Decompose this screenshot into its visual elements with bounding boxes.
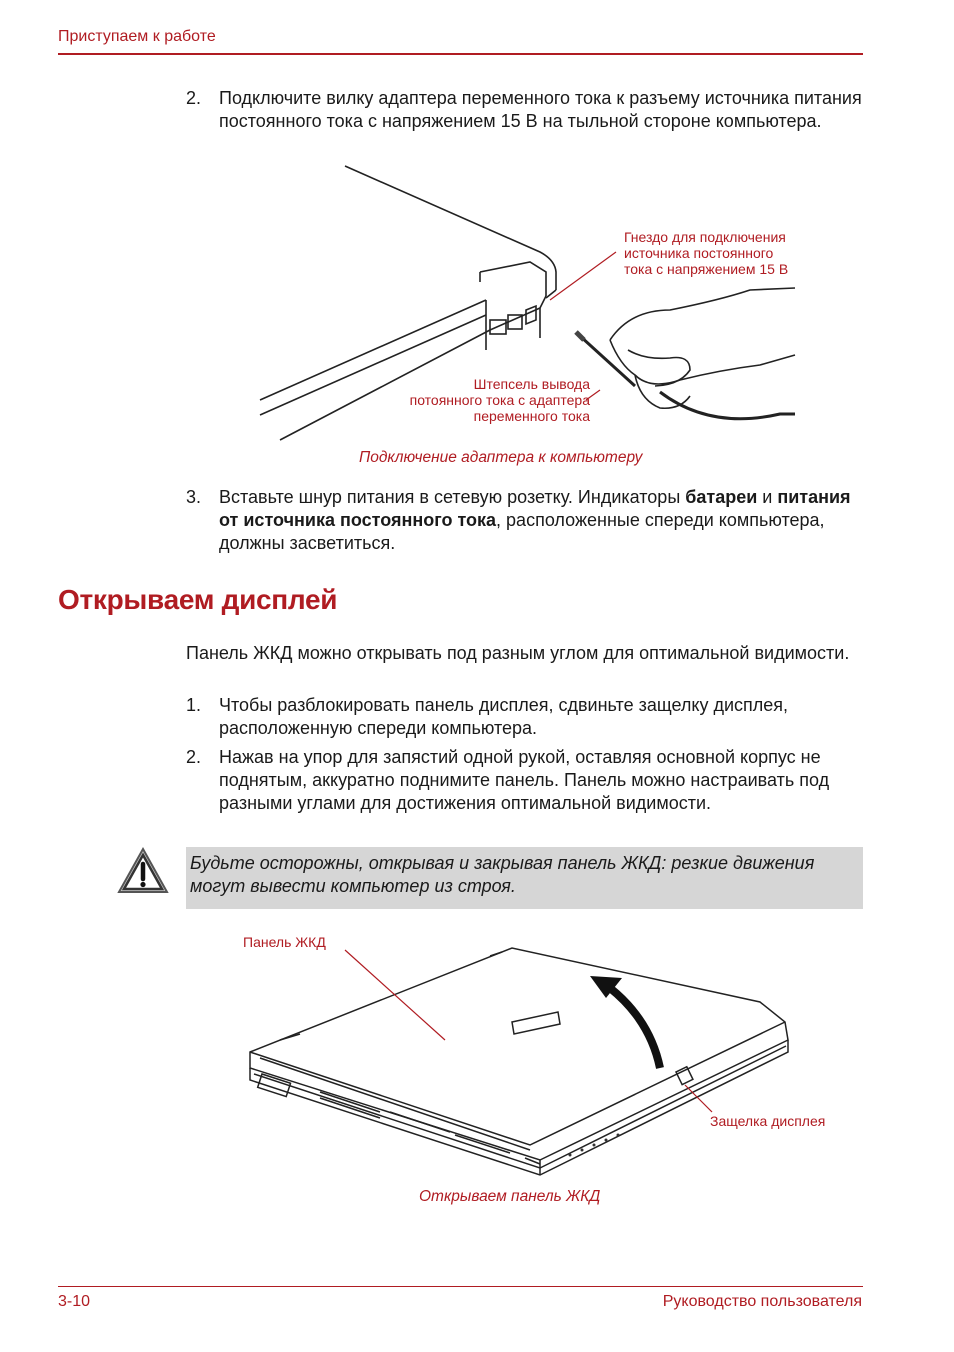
section-title: Открываем дисплей	[58, 584, 338, 615]
bold-term: питания от источника постоянного тока	[219, 487, 851, 530]
step-text: Вставьте шнур питания в сетевую розетку. Индикаторы батареи и питания от источника постоянного тока, расположенные спереди компьютера, должны засветиться.	[219, 487, 851, 553]
step-number: 3.	[186, 487, 202, 507]
header-rule	[58, 53, 863, 55]
step-text: Чтобы разблокировать панель дисплея, сдвиньте защелку дисплея, расположенную спереди компьютера.	[219, 695, 789, 738]
warning-triangle-icon	[116, 846, 170, 896]
figure-caption: Открываем панель ЖКД	[419, 1188, 601, 1205]
step-number: 2.	[186, 747, 202, 767]
display-latch-label: Защелка дисплея	[710, 1113, 826, 1129]
step-text: Подключите вилку адаптера переменного тока к разъему источника питания постоянного тока с напряжением 15 В на тыльной стороне компьютера.	[219, 88, 862, 131]
running-header: Приступаем к работе	[58, 28, 216, 45]
socket-label: Гнездо для подключения источника постоянного тока с напряжением 15 В	[624, 229, 789, 277]
step-number: 1.	[186, 695, 202, 715]
section-intro: Панель ЖКД можно открывать под разным углом для оптимальной видимости.	[186, 643, 850, 663]
step-item	[186, 746, 866, 815]
plug-label: Штепсель вывода потоянного тока с адаптера переменного тока	[409, 376, 590, 424]
running-footer: Руководство пользователя	[662, 1293, 862, 1310]
figure-caption: Подключение адаптера к компьютеру	[359, 449, 643, 466]
step-item	[186, 486, 866, 555]
page-number: 3-10	[58, 1293, 91, 1310]
bold-term: батареи	[685, 487, 758, 507]
footer-rule	[58, 1286, 863, 1287]
step-item	[186, 87, 866, 133]
step-item	[186, 694, 866, 740]
step-text: Нажав на упор для запястий одной рукой, оставляя основной корпус не поднятым, аккуратно поднимите панель. Панель можно настраивать под разными углами для достижения оптимальной видимости.	[219, 747, 830, 813]
warning-text: Будьте осторожны, открывая и закрывая панель ЖКД: резкие движения могут вывести компьютер из строя.	[190, 853, 815, 896]
lcd-panel-label: Панель ЖКД	[243, 934, 326, 950]
step-number: 2.	[186, 88, 202, 108]
laptop-open-illustration	[240, 940, 800, 1180]
